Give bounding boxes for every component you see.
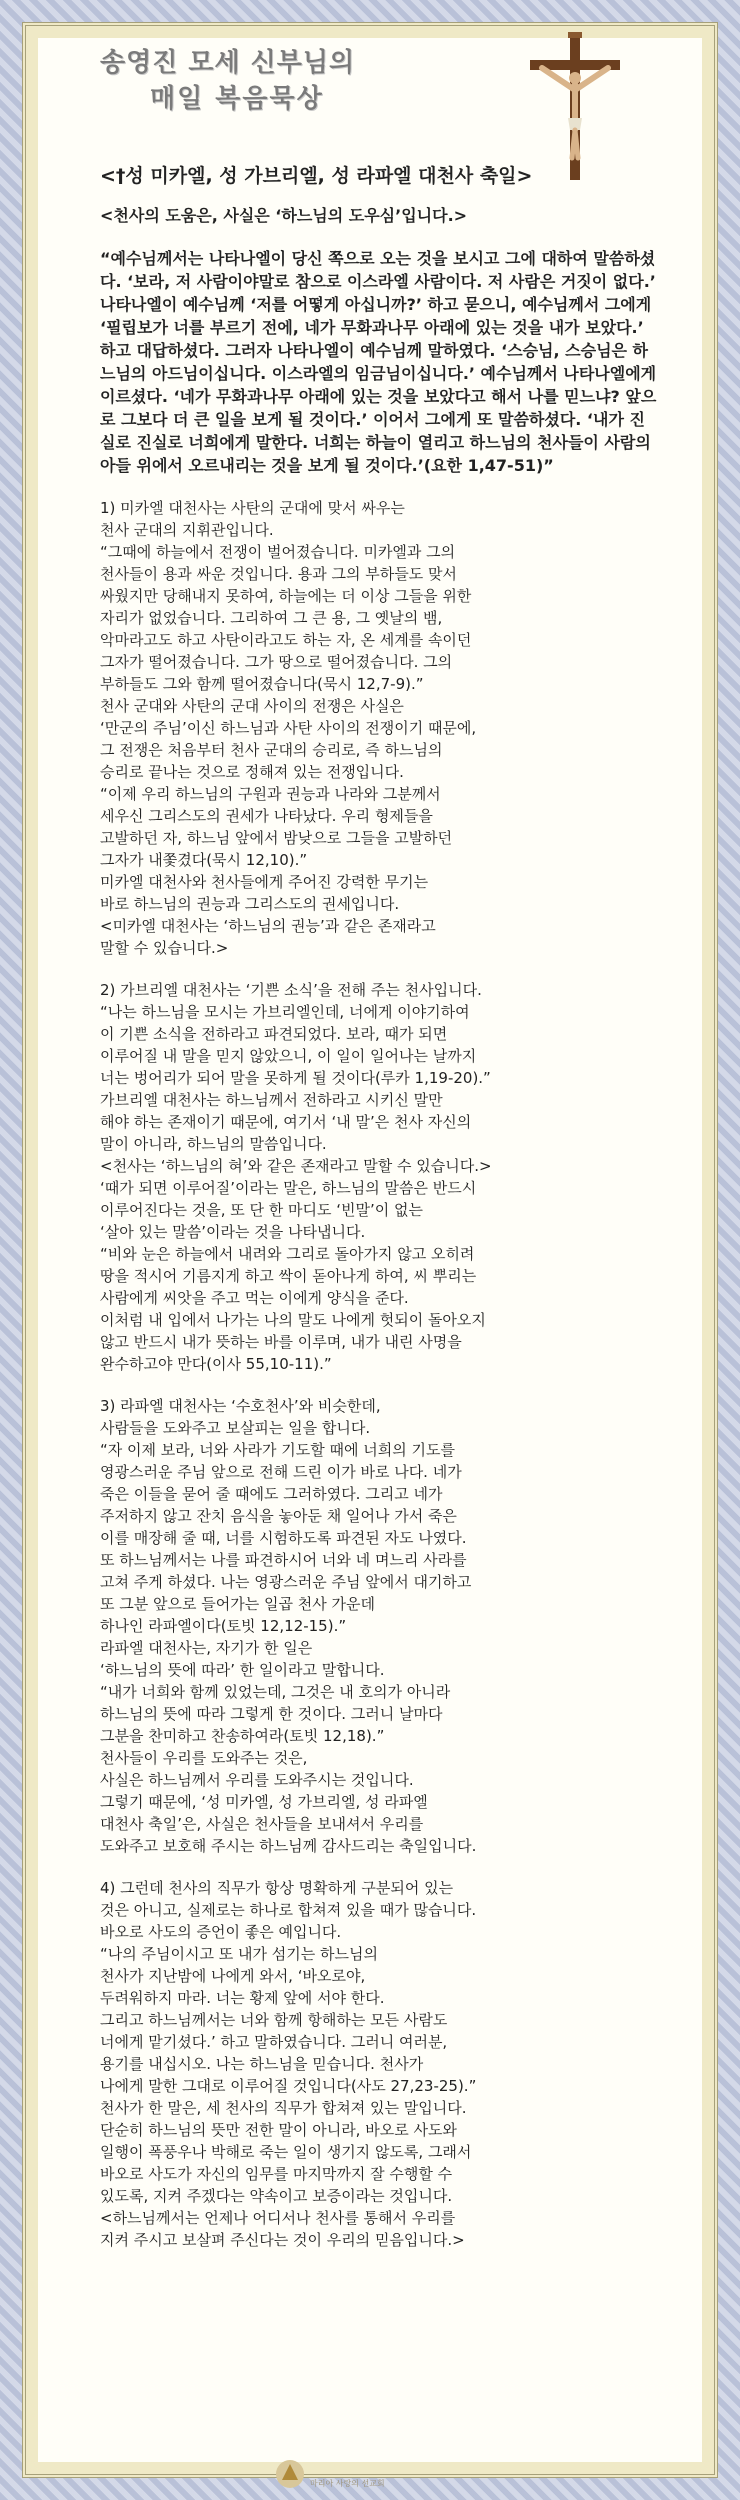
gospel-passage: “예수님께서는 나타나엘이 당신 쪽으로 오는 것을 보시고 그에 대하여 말씀하셨다. ‘보라, 저 사람이야말로 참으로 이스라엘 사람이다. 저 사람은 거짓이 없다.’ 나타나엘이 예수님께 ‘저를 어떻게 아십니까?’ 하고 묻으니, 예수님께서 그에게 ‘필립보가 너를 부르기 전에, 네가 무화과나무 아래에 있는 것을 내가 보았다.’ 하고 대답하셨다. 그러자 나타나엘이 예수님께 말하였다. ‘스승님, 스승님은 하느님의 아드님이십니다. 이스라엘의 임금님이십니다.’ 예수님께서 나타나엘에게 이르셨다. ‘네가 무화과나무 아래에 있는 것을 보았다고 해서 나를 믿느냐? 앞으로 그보다 더 큰 일을 보게 될 것이다.’ 이어서 그에게 또 말씀하셨다. ‘내가 진실로 진실로 너희에게 말한다. 너희는 하늘이 열리고 하느님의 천사들이 사람의 아들 위에서 오르내리는 것을 보게 될 것이다.’(요한 1,47-51)” (100, 249, 657, 475)
theme-line: <천사의 도움은, 사실은 ‘하느님의 도우심’입니다.> (100, 206, 468, 225)
crucifix-icon (520, 30, 630, 180)
section-4: 4) 그런데 천사의 직무가 항상 명확하게 구분되어 있는 것은 아니고, 실제로는 하나로 합쳐져 있을 때가 많습니다. 바오로 사도의 증언이 좋은 예입니다. “나의 주님이시고 또 내가 섬기는 하느님의 천사가 지난밤에 나에게 와서, ‘바오로야, 두려워하지 마라. 너는 황제 앞에 서야 한다. 그리고 하느님께서는 너와 함께 항해하는 모든 사람도 너에게 맡기셨다.’ 하고 말하였습니다. 그러니 여러분, 용기를 내십시오. 나는 하느님을 믿습니다. 천사가 나에게 말한 그대로 이루어질 것입니다(사도 27,23-25).” 천사가 한 말은, 세 천사의 직무가 합쳐져 있는 말입니다. 단순히 하느님의 뜻만 전한 말이 아니라, 바오로 사도와 일행이 폭풍우나 박해로 죽는 일이 생기지 않도록, 그래서 바오로 사도가 자신의 임무를 마지막까지 잘 수행할 수 있도록, 지켜 주겠다는 약속이고 보증이라는 것입니다. <하느님께서는 언제나 어디서나 천사를 통해서 우리를 지켜 주시고 보살펴 주신다는 것이 우리의 믿음입니다.> (100, 1879, 477, 2249)
feast-title: <†성 미카엘, 성 가브리엘, 성 라파엘 대천사 축일> (100, 165, 533, 187)
page-title-line2: 매일 복음묵상 (150, 84, 324, 114)
section-1: 1) 미카엘 대천사는 사탄의 군대에 맞서 싸우는 천사 군대의 지휘관입니다. “그때에 하늘에서 전쟁이 벌어졌습니다. 미카엘과 그의 천사들이 용과 싸운 것입니다. 용과 그의 부하들도 맞서 싸웠지만 당해내지 못하여, 하늘에는 더 이상 그들을 위한 자리가 없었습니다. 그리하여 그 큰 용, 그 옛날의 뱀, 악마라고도 하고 사탄이라고도 하는 자, 온 세계를 속이던 그자가 떨어졌습니다. 그가 땅으로 떨어졌습니다. 그의 부하들도 그와 함께 떨어졌습니다(묵시 12,7-9).” 천사 군대와 사탄의 군대 사이의 전쟁은 사실은 ‘만군의 주님’이신 하느님과 사탄 사이의 전쟁이기 때문에, 그 전쟁은 처음부터 천사 군대의 승리로, 즉 하느님의 승리로 끝나는 것으로 정해져 있는 전쟁입니다. “이제 우리 하느님의 구원과 권능과 나라와 그분께서 세우신 그리스도의 권세가 나타났다. 우리 형제들을 고발하던 자, 하느님 앞에서 밤낮으로 그들을 고발하던 그자가 내쫓겼다(묵시 12,10).” 미카엘 대천사와 천사들에게 주어진 강력한 무기는 바로 하느님의 권능과 그리스도의 권세입니다. <미카엘 대천사는 ‘하느님의 권능’과 같은 존재라고 말할 수 있습니다.> (100, 499, 477, 957)
section-3: 3) 라파엘 대천사는 ‘수호천사’와 비슷한데, 사람들을 도와주고 보살피는 일을 합니다. “자 이제 보라, 너와 사라가 기도할 때에 너희의 기도를 영광스러운 주님 앞으로 전해 드린 이가 바로 나다. 네가 죽은 이들을 묻어 줄 때에도 그러하였다. 그리고 네가 주저하지 않고 잔치 음식을 놓아둔 채 일어나 가서 죽은 이를 매장해 줄 때, 너를 시험하도록 파견된 자도 나였다. 또 하느님께서는 나를 파견하시어 너와 네 며느리 사라를 고쳐 주게 하셨다. 나는 영광스러운 주님 앞에서 대기하고 또 그분 앞으로 들어가는 일곱 천사 가운데 하나인 라파엘이다(토빗 12,12-15).” 라파엘 대천사는, 자기가 한 일은 ‘하느님의 뜻에 따라’ 한 일이라고 말합니다. “내가 너희와 함께 있었는데, 그것은 내 호의가 아니라 하느님의 뜻에 따라 그렇게 한 것이다. 그러니 날마다 그분을 찬미하고 찬송하여라(토빗 12,18).” 천사들이 우리를 도와주는 것은, 사실은 하느님께서 우리를 도와주시는 것입니다. 그렇기 때문에, ‘성 미카엘, 성 가브리엘, 성 라파엘 대천사 축일’은, 사실은 천사들을 보내셔서 우리를 도와주고 보호해 주시는 하느님께 감사드리는 축일입니다. (100, 1397, 477, 1855)
page-title-line1: 송영진 모세 신부님의 (100, 48, 356, 78)
footer-stamp-text: 마리아 사랑의 선교회 (310, 2479, 385, 2488)
section-2: 2) 가브리엘 대천사는 ‘기쁜 소식’을 전해 주는 천사입니다. “나는 하느님을 모시는 가브리엘인데, 너에게 이야기하여 이 기쁜 소식을 전하라고 파견되었다. 보라, 때가 되면 이루어질 내 말을 믿지 않았으니, 이 일이 일어나는 날까지 너는 벙어리가 되어 말을 못하게 될 것이다(루카 1,19-20).” 가브리엘 대천사는 하느님께서 전하라고 시키신 말만 해야 하는 존재이기 때문에, 여기서 ‘내 말’은 천사 자신의 말이 아니라, 하느님의 말씀입니다. <천사는 ‘하느님의 혀’와 같은 존재라고 말할 수 있습니다.> ‘때가 되면 이루어질’이라는 말은, 하느님의 말씀은 반드시 이루어진다는 것을, 또 단 한 마디도 ‘빈말’이 없는 ‘살아 있는 말씀’이라는 것을 나타냅니다. “비와 눈은 하늘에서 내려와 그리로 돌아가지 않고 오히려 땅을 적시어 기름지게 하고 싹이 돋아나게 하여, 씨 뿌리는 사람에게 씨앗을 주고 먹는 이에게 양식을 준다. 이처럼 내 입에서 나가는 나의 말도 나에게 헛되이 돌아오지 않고 반드시 내가 뜻하는 바를 이루며, 내가 내린 사명을 완수하고야 만다(이사 55,10-11).” (100, 981, 492, 1373)
content (100, 165, 660, 2271)
